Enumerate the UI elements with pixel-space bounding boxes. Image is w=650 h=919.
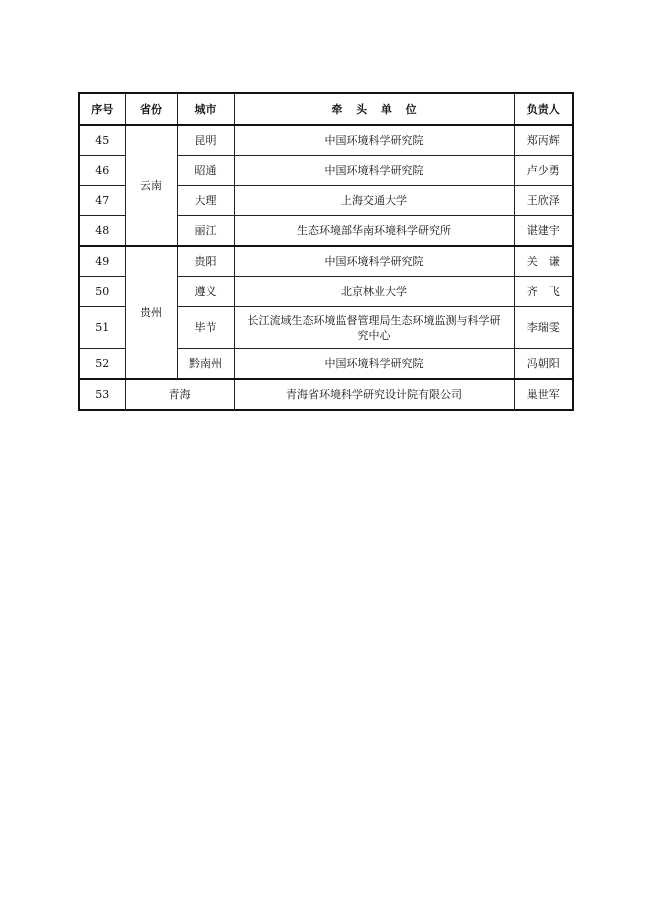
person-cell: 王欣泽	[514, 186, 573, 216]
row-index: 51	[79, 307, 125, 349]
row-index: 47	[79, 186, 125, 216]
header-city: 城市	[177, 93, 234, 125]
unit-cell: 生态环境部华南环境科学研究所	[234, 216, 514, 247]
lead-units-table	[78, 92, 574, 411]
city-cell: 丽江	[177, 216, 234, 247]
person-cell: 卢少勇	[514, 156, 573, 186]
unit-cell: 北京林业大学	[234, 277, 514, 307]
row-index: 52	[79, 349, 125, 380]
row-index: 49	[79, 246, 125, 277]
unit-cell: 中国环境科学研究院	[234, 349, 514, 380]
row-index: 48	[79, 216, 125, 247]
unit-cell: 长江流域生态环境监督管理局生态环境监测与科学研究中心	[234, 307, 514, 349]
header-index: 序号	[79, 93, 125, 125]
city-cell: 昭通	[177, 156, 234, 186]
province-cell: 青海	[125, 379, 234, 410]
table-row	[79, 379, 573, 410]
table-row	[79, 246, 573, 277]
city-cell: 昆明	[177, 125, 234, 156]
city-cell: 贵阳	[177, 246, 234, 277]
city-cell: 黔南州	[177, 349, 234, 380]
person-cell: 谌建宇	[514, 216, 573, 247]
header-province: 省份	[125, 93, 177, 125]
header-lead-unit: 牵 头 单 位	[234, 93, 514, 125]
unit-cell: 上海交通大学	[234, 186, 514, 216]
province-cell: 云南	[125, 125, 177, 246]
table-row	[79, 125, 573, 156]
unit-cell: 中国环境科学研究院	[234, 246, 514, 277]
person-cell: 李瑞雯	[514, 307, 573, 349]
table-header-row	[79, 93, 573, 125]
row-index: 50	[79, 277, 125, 307]
unit-cell: 中国环境科学研究院	[234, 125, 514, 156]
row-index: 46	[79, 156, 125, 186]
person-cell: 郑丙辉	[514, 125, 573, 156]
city-cell: 大理	[177, 186, 234, 216]
city-cell: 毕节	[177, 307, 234, 349]
row-index: 53	[79, 379, 125, 410]
person-cell: 巢世军	[514, 379, 573, 410]
province-cell: 贵州	[125, 246, 177, 379]
person-cell: 冯朝阳	[514, 349, 573, 380]
unit-cell: 中国环境科学研究院	[234, 156, 514, 186]
header-person: 负责人	[514, 93, 573, 125]
city-cell: 遵义	[177, 277, 234, 307]
row-index: 45	[79, 125, 125, 156]
person-cell: 关 谦	[514, 246, 573, 277]
unit-cell: 青海省环境科学研究设计院有限公司	[234, 379, 514, 410]
person-cell: 齐 飞	[514, 277, 573, 307]
